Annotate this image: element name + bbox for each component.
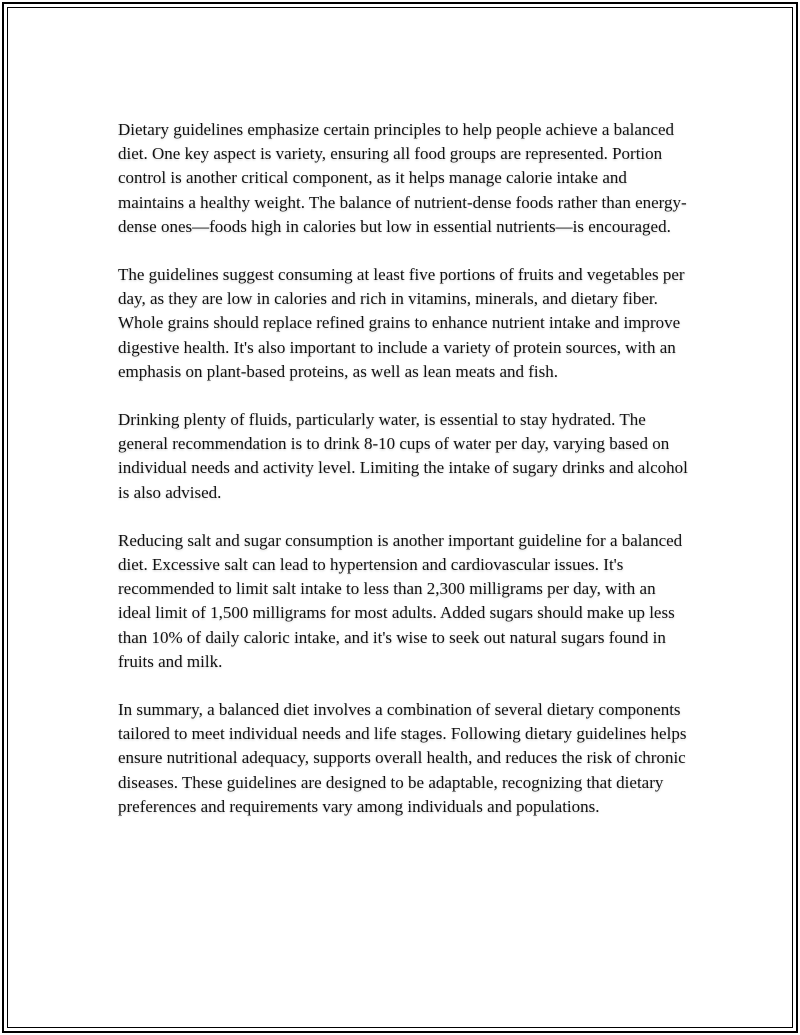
paragraph-summary: In summary, a balanced diet involves a combination of several dietary components tailored to meet individual needs and life stages. Following dietary guidelines helps ensure nutritional adequacy, supports overall health, and reduces the risk of chronic diseases. These guidelines are designed to be adaptable, recognizing that dietary preferences and requirements vary among individuals and populations.: [118, 700, 687, 816]
paragraph-variety-portion: Dietary guidelines emphasize certain principles to help people achieve a balanced diet. One key aspect is variety, ensuring all food groups are represented. Portion control is another critical component, as it helps manage calorie intake and maintains a healthy weight. The balance of nutrient-dense foods rather than energy-dense ones—foods high in calories but low in essential nutrients—is encouraged.: [118, 120, 687, 236]
paragraph-salt-sugar: Reducing salt and sugar consumption is another important guideline for a balanced diet. Excessive salt can lead to hypertension and cardiovascular issues. It's recommended to limit salt intake to less than 2,300 milligrams per day, with an ideal limit of 1,500 milligrams for most adults. Added sugars should make up less than 10% of daily caloric intake, and it's wise to seek out natural sugars found in fruits and milk.: [118, 530, 683, 671]
document-body: [118, 118, 690, 843]
paragraph-fluids: Drinking plenty of fluids, particularly water, is essential to stay hydrated. The general recommendation is to drink 8-10 cups of water per day, varying based on individual needs and activity level. Limiting the intake of sugary drinks and alcohol is also advised.: [118, 410, 688, 502]
paragraph-fruits-grains-protein: The guidelines suggest consuming at least five portions of fruits and vegetables per day, as they are low in calories and rich in vitamins, minerals, and dietary fiber. Whole grains should replace refined grains to enhance nutrient intake and improve digestive health. It's also important to include a variety of protein sources, with an emphasis on plant-based proteins, as well as lean meats and fish.: [118, 265, 685, 381]
